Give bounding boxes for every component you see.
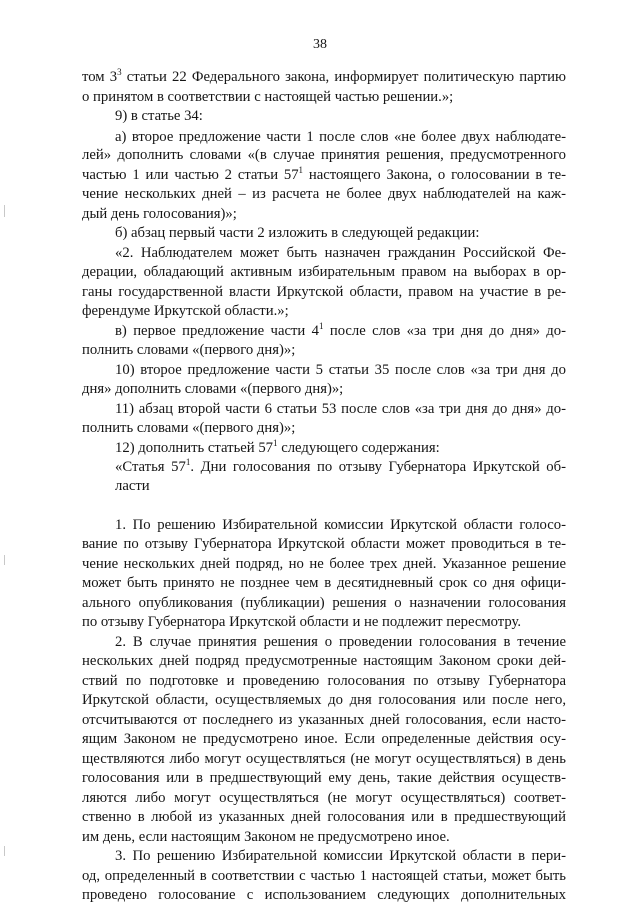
text-line: 1. По решению Избирательной комиссии Иркутской области голосо- [115, 517, 566, 533]
text-line: ласти [115, 478, 150, 494]
text-line: частью 1 или частью 2 статьи $57^1$ настоящего Закона, о голосовании в те- [82, 165, 566, 183]
text-line: «Статья $57^1$. Дни голосования по отзыву Губернатора Иркутской об- [115, 457, 566, 475]
text-line: может быть принято не позднее чем в десятидневный срок со дня офици- [82, 575, 566, 591]
text-line: ственно в любой из указанных дней голосования или в предшествующий [82, 809, 566, 825]
text-line: а) второе предложение части 1 после слов «не более двух наблюдате- [115, 129, 566, 145]
scan-edge-mark [4, 555, 5, 565]
text-line: од, определенный в соответствии с частью 1 настоящей статьи, может быть [82, 868, 566, 884]
text-line: им день, если настоящим Законом не предусмотрено иное. [82, 829, 450, 845]
page-number: 38 [313, 37, 327, 52]
text-line: том $3^3$ статьи 22 Федерального закона, информирует политическую партию [82, 67, 566, 85]
text-line: дерации, обладающий активным избирательным правом на выборах в ор- [82, 264, 566, 280]
text-line: 12) дополнить статьей $57^1$ следующего содержания: [115, 438, 440, 456]
text-line: 11) абзац второй части 6 статьи 53 после слов «за три дня до дня» до- [115, 401, 566, 417]
text-line: нескольких дней подряд предусмотренные настоящим Законом сроки дей- [82, 653, 566, 669]
text-line: 3. По решению Избирательной комиссии Иркутской области в пери- [115, 848, 566, 864]
text-line: по отзыву Губернатора Иркутской области и не подлежит пересмотру. [82, 614, 522, 630]
text-line: голосования или в предшествующий ему день, такие действия осуществ- [82, 770, 566, 786]
text-line: лей» дополнить словами «(в случае принятия решения, предусмотренного [82, 147, 566, 163]
text-line: ществляются либо могут осуществляться (не могут осуществляться) в день [82, 751, 566, 767]
text-line: вание по отзыву Губернатора Иркутской области может проводиться в те- [82, 536, 566, 552]
scan-edge-mark [4, 846, 5, 856]
scan-edge-mark [4, 205, 5, 217]
text-line: Иркутской области, осуществляемых до дня голосования или после него, [82, 692, 566, 708]
text-line: ганы государственной власти Иркутской области, правом на участие в ре- [82, 284, 566, 300]
text-line: ферендуме Иркутской области.»; [82, 303, 289, 319]
text-line: 2. В случае принятия решения о проведении голосования в течение [115, 634, 566, 650]
text-line: чение нескольких дней подряд, но не более трех дней. Указанное решение [82, 556, 566, 572]
text-line: ляются либо могут осуществляться (не могут осуществляться) соответ- [82, 790, 566, 806]
text-line: о принятом в соответствии с настоящей частью решении.»; [82, 89, 454, 105]
text-line: ствий по подготовке и проведению голосования по отзыву Губернатора [82, 673, 566, 689]
text-line: ящим Законом не предусмотрено иное. Если определенные действия осу- [82, 731, 566, 747]
text-line: «2. Наблюдателем может быть назначен гражданин Российской Фе- [115, 245, 566, 261]
text-line: отсчитываются от последнего из указанных дней голосования, если насто- [82, 712, 566, 728]
text-line: дня» дополнить словами «(первого дня)»; [82, 381, 344, 397]
text-line: б) абзац первый части 2 изложить в следующей редакции: [115, 225, 480, 241]
text-line: полнить словами «(первого дня)»; [82, 420, 296, 436]
text-line: 9) в статье 34: [115, 108, 203, 124]
text-line: дый день голосования)»; [82, 206, 237, 222]
text-line: проведено голосование с использованием следующих дополнительных [82, 887, 566, 903]
text-line: 10) второе предложение части 5 статьи 35 после слов «за три дня до [115, 362, 566, 378]
text-line: в) первое предложение части $4^1$ после слов «за три дня до дня» до- [115, 321, 566, 339]
text-line: чение нескольких дней – из расчета не более двух наблюдателей на каж- [82, 186, 566, 202]
text-line: полнить словами «(первого дня)»; [82, 342, 296, 358]
text-line: ального опубликования (публикации) решения о назначении голосования [82, 595, 566, 611]
